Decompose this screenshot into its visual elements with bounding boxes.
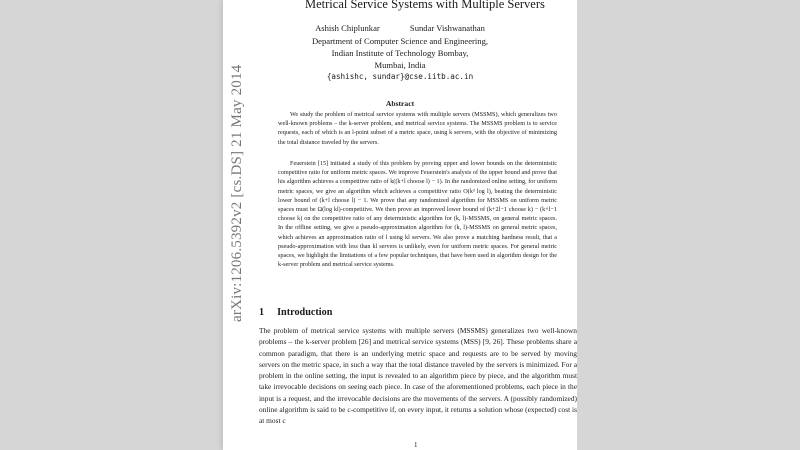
- section-number: 1: [259, 307, 265, 318]
- abstract-text: Feuerstein [15] initiated a study of this problem by proving upper and lower bounds on the deterministic competitive ratio for uniform metric spaces. We improve Feuerstein's analysis of the upper bound and prove that his algorithm achieves a competitive ratio of k((k+l choose l) − 1). In the randomized online setting, for uniform metric spaces, we give an algorithm which achieves a competitive ratio O(k³ log l), beating the deterministic lower bound of (k+l choose l) − 1. We prove that any randomized algorithm for MSSMS on uniform metric spaces must be Ω(log kl)-competitive. We then prove an improved lower bound of (k+2l−1 choose k) − (k+l−1 choose k) on the competitive ratio of any deterministic algorithm for (k, l)-MSSMS, on general metric spaces. In the offline setting, we give a pseudo-approximation algorithm for (k, l)-MSSMS on general metric spaces, which achieves an approximation ratio of l using kl servers. We also prove a matching hardness result, that a pseudo-approximation with less than kl servers is unlikely, even for uniform metric spaces. For general metric spaces, we highlight the limitations of a few popular techniques, that have been used in algorithm design for the k-server problem and metrical service systems.: [278, 160, 557, 269]
- abstract-paragraph-1: [278, 110, 557, 147]
- page-number: 1: [414, 441, 418, 449]
- introduction-paragraph: The problem of metrical service systems with multiple servers (MSSMS) generalizes two well-known problems – the k-server problem [26] and metrical service systems (MSS) [9, 26]. These problems share a common paradigm, that there is an underlying metric space and requests are to be served by moving servers on the metric space, in such a way that the total distance traveled by the servers is minimized. For a problem in the online setting, the input is revealed to an algorithm piece by piece, and the algorithm must take irrevocable decisions on seeing each piece. In case of the aforementioned problems, each piece in the input is a request, and the irrevocable decisions are the movements of the servers. A (possibly randomized) online algorithm is said to be c-competitive if, on every input, it returns a solution whose (expected) cost is at most c: [259, 326, 577, 426]
- section-heading: [259, 307, 332, 318]
- arxiv-identifier-stamp: arXiv:1206.5392v2 [cs.DS] 21 May 2014: [229, 64, 245, 322]
- institute: Indian Institute of Technology Bombay,: [331, 48, 469, 58]
- introduction-body: [259, 325, 577, 427]
- viewer-background-right: [577, 0, 800, 450]
- section-title: Introduction: [277, 307, 333, 318]
- author-emails: {ashishc, sundar}@cse.iitb.ac.in: [326, 72, 474, 81]
- abstract-paragraph-2: [278, 159, 557, 269]
- department: Department of Computer Science and Engineering,: [311, 36, 489, 46]
- author-name: Ashish Chiplunkar: [315, 23, 380, 33]
- abstract-heading: Abstract: [385, 99, 415, 108]
- city: Mumbai, India: [374, 60, 426, 70]
- author-name: Sundar Vishwanathan: [409, 23, 485, 33]
- paper-title: Metrical Service Systems with Multiple Servers: [305, 0, 545, 11]
- abstract-text: We study the problem of metrical service systems with multiple servers (MSSMS), which generalizes two well-known problems – the k-server problem, and metrical service systems. The MSSMS problem is to service requests, each of which is an l-point subset of a metric space, using k servers, with the objective of minimizing the total distance traveled by the servers.: [278, 111, 557, 146]
